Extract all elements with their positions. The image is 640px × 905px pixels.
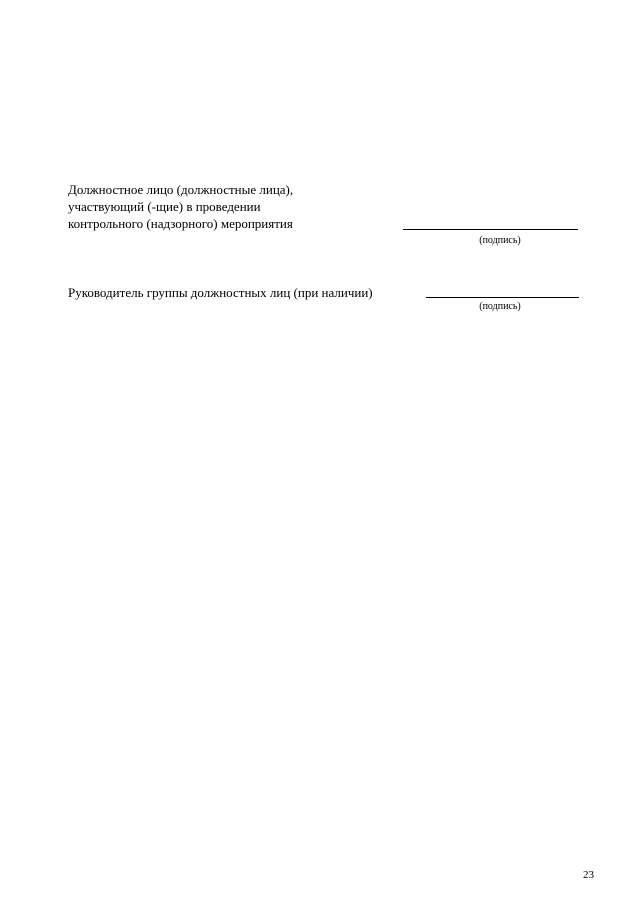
group-leader-signature-line [426,297,579,298]
official-label-line-2: участвующий (-щие) в проведении [68,199,261,214]
group-leader-label: Руководитель группы должностных лиц (при наличии) [68,285,373,300]
official-label-line-3: контрольного (надзорного) мероприятия [68,216,293,231]
official-label-line-1: Должностное лицо (должностные лица), [68,182,294,197]
official-signature-caption: (подпись) [479,235,521,246]
page-number: 23 [583,869,594,881]
official-signature-line [403,229,578,230]
group-leader-signature-caption: (подпись) [479,301,521,312]
